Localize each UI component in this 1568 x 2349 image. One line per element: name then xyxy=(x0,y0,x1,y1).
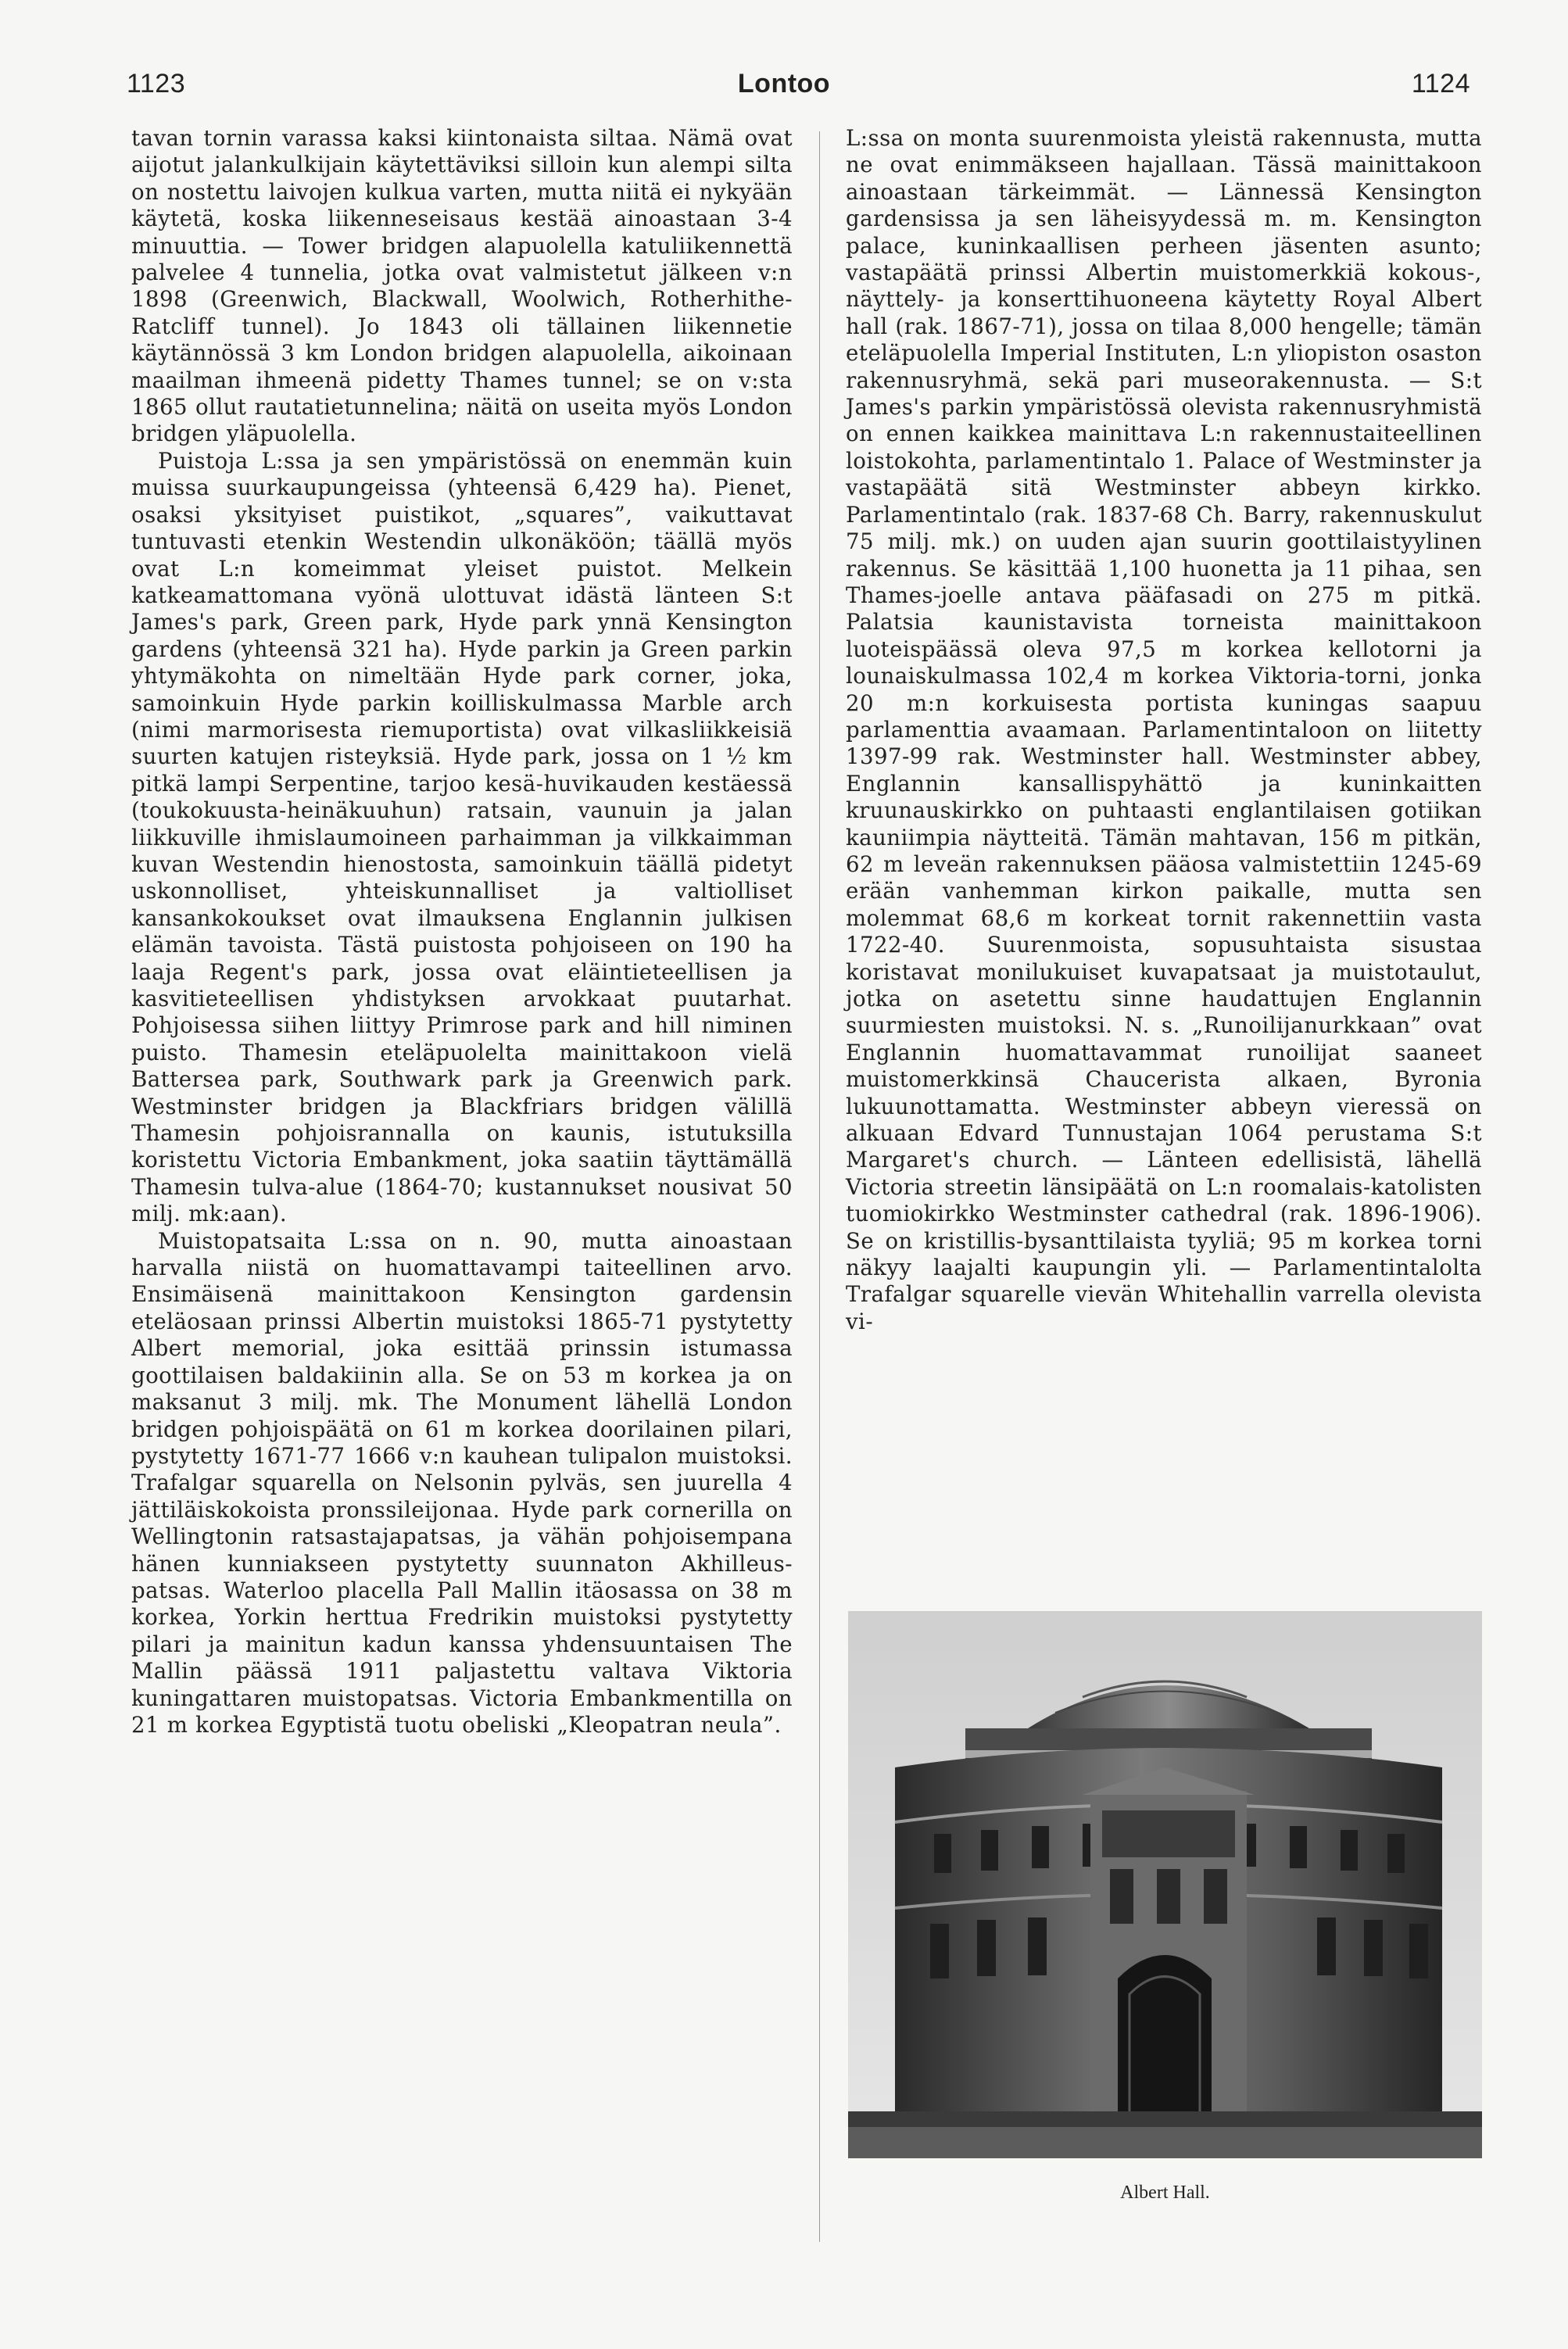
figure-caption: Albert Hall. xyxy=(1120,2182,1210,2203)
right-page-number: 1124 xyxy=(1411,69,1470,98)
right-column xyxy=(846,125,1482,1335)
paragraph-buildings: L:ssa on monta suurenmoista yleistä rakennusta, mutta ne ovat enimmäkseen hajallaan. Tässä mainittakoon ainoastaan tärkeimmät. — Lännessä Kensington gardensissa ja sen läheisyydessä m. m. Kensington palace, kuninkaallisen perheen jäsenten asunto; vastapäätä prinssi Albertin muistomerkkiä kokous-, näyttely- ja konserttihuoneena käytetty Royal Albert hall (rak. 1867-71), jossa on tilaa 8,000 hengelle; tämän eteläpuolella Imperial Instituten, L:n yliopiston osaston rakennusryhmä, sekä pari museorakennusta. — S:t James's parkin ympäristössä olevista rakennusryhmistä on ennen kaikkea mainittava L:n rakennustaiteellinen loistokohta, parlamentintalo 1. Palace of Westminster ja vastapäätä sitä Westminster abbeyn kirkko. Parlamentintalo (rak. 1837-68 Ch. Barry, rakennuskulut 75 milj. mk.) on uuden ajan suurin goottilaistyylinen rakennus. Se käsittää 1,100 huonetta ja 11 pihaa, sen Thames-joelle antava pääfasadi on 275 m pitkä. Palatsia kaunistavista torneista mainittakoon luoteispäässä oleva 97,5 m korkea kellotorni ja lounaiskulmassa 102,4 m korkea Viktoria-torni, jonka 20 m:n korkuisesta portista kuningas saapuu parlamenttia avaamaan. Parlamentintaloon on liitetty 1397-99 rak. Westminster hall. Westminster abbey, Englannin kansallispyhättö ja kuninkaitten kruunauskirkko on puhtaasti englantilaisen gotiikan kauniimpia näytteitä. Tämän mahtavan, 156 m pitkän, 62 m leveän rakennuksen pääosa valmistettiin 1245-69 erään vanhemman kirkon paikalle, mutta sen molemmat 68,6 m korkeat tornit rakennettiin vasta 1722-40. Suurenmoista, sopusuhtaista sisustaa koristavat monilukuiset kuvapatsaat ja muistotaulut, jotka on asetettu sinne haudattujen Englannin suurmiesten muistoksi. N. s. „Runoilijanurkkaan” ovat Englannin huomattavammat runoilijat saaneet muistomerkkinsä Chaucerista alkaen, Byronia lukuunottamatta. Westminster abbeyn vieressä on alkuaan Edvard Tunnustajan 1064 perustama S:t Margaret's church. — Länteen edellisistä, lähellä Victoria streetin länsipäätä on L:n roomalais-katolisten tuomiokirkko Westminster cathedral (rak. 1896-1906). Se on kristillis-bysanttilaista tyyliä; 95 m korkea torni näkyy laajalti kaupungin yli. — Parlamentintalolta Trafalgar squarelle vievän Whitehallin varrella olevista vi- xyxy=(846,125,1482,1334)
left-page-number: 1123 xyxy=(127,69,186,98)
column-divider xyxy=(819,131,820,2242)
paragraph-parks: Puistoja L:ssa ja sen ympäristössä on enemmän kuin muissa suurkaupungeissa (yhteensä 6,429 ha). Pienet, osaksi yksityiset puistikot, „squares”, vaikuttavat tuntuvasti etenkin Westendin ulkonäköön; täällä myös ovat L:n komeimmat yleiset puistot. Melkein katkeamattomana vyönä ulottuvat idästä länteen S:t James's park, Green park, Hyde park ynnä Kensington gardens (yhteensä 321 ha). Hyde parkin ja Green parkin yhtymäkohta on nimeltään Hyde park corner, joka, samoinkuin Hyde parkin koilliskulmassa Marble arch (nimi marmorisesta riemuportista) ovat vilkasliikkeisiä suurten katujen risteyksiä. Hyde park, jossa on 1 ½ km pitkä lampi Serpentine, tarjoo kesä-huvikauden kestäessä (toukokuusta-heinäkuuhun) ratsain, vaunuin ja jalan liikkuville ihmislaumoineen parhaimman ja vilkkaimman kuvan Westendin hienostosta, samoinkuin täällä pidetyt uskonnolliset, yhteiskunnalliset ja valtiolliset kansankokoukset ovat ilmauksena Englannin julkisen elämän tavoista. Tästä puistosta pohjoiseen on 190 ha laaja Regent's park, jossa ovat eläintieteellisen ja kasvitieteellisen yhdistyksen arvokkaat puutarhat. Pohjoisessa siihen liittyy Primrose park and hill niminen puisto. Thamesin eteläpuolelta mainittakoon vielä Battersea park, Southwark park ja Greenwich park. Westminster bridgen ja Blackfriars bridgen välillä Thamesin pohjoisrannalla on kaunis, istutuksilla koristettu Victoria Embankment, joka saatiin täyttämällä Thamesin tulva-alue (1864-70; kustannukset nousivat 50 milj. mk:aan). xyxy=(131,447,793,1227)
paragraph-tunnels: tavan tornin varassa kaksi kiintonaista siltaa. Nämä ovat aijotut jalankulkijain käytettäviksi silloin kun alempi silta on nostettu laivojen kulkua varten, mutta niitä ei nykyään käytetä, koska liikenneseisaus kestää ainoastaan 3-4 minuuttia. — Tower bridgen alapuolella katuliikennettä palvelee 4 tunnelia, jotka ovat valmistetut jälkeen v:n 1898 (Greenwich, Blackwall, Woolwich, Rotherhithe-Ratcliff tunnel). Jo 1843 oli tällainen liikennetie käytännössä 3 km London bridgen alapuolella, aikoinaan maailman ihmeenä pidetty Thames tunnel; se on v:sta 1865 ollut rautatietunnelina; näitä on useita myös London bridgen yläpuolella. xyxy=(131,125,793,447)
albert-hall-photograph xyxy=(848,1611,1482,2158)
left-column xyxy=(131,125,793,1738)
running-head-title: Lontoo xyxy=(737,69,831,98)
paragraph-monuments: Muistopatsaita L:ssa on n. 90, mutta ainoastaan harvalla niistä on huomattavampi taiteellinen arvo. Ensimäisenä mainittakoon Kensington gardensin eteläosaan prinssi Albertin muistoksi 1865-71 pystytetty Albert memorial, joka esittää prinssin istumassa goottilaisen baldakiinin alla. Se on 53 m korkea ja on maksanut 3 milj. mk. The Monument lähellä London bridgen pohjoispäätä on 61 m korkea doorilainen pilari, pystytetty 1671-77 1666 v:n kauhean tulipalon muistoksi. Trafalgar squarella on Nelsonin pylväs, sen juurella 4 jättiläiskokoista pronssileijonaa. Hyde park cornerilla on Wellingtonin ratsastajapatsas, ja vähän pohjoisempana hänen kunniakseen pystytetty suunnaton Akhilleus-patsas. Waterloo placella Pall Mallin itäosassa on 38 m korkea, Yorkin herttua Fredrikin muistoksi pystytetty pilari ja mainitun kadun kanssa yhdensuuntaisen The Mallin päässä 1911 paljastettu valtava Viktoria kuningattaren muistopatsas. Victoria Embankmentilla on 21 m korkea Egyptistä tuotu obeliski „Kleopatran neula”. xyxy=(131,1227,793,1738)
